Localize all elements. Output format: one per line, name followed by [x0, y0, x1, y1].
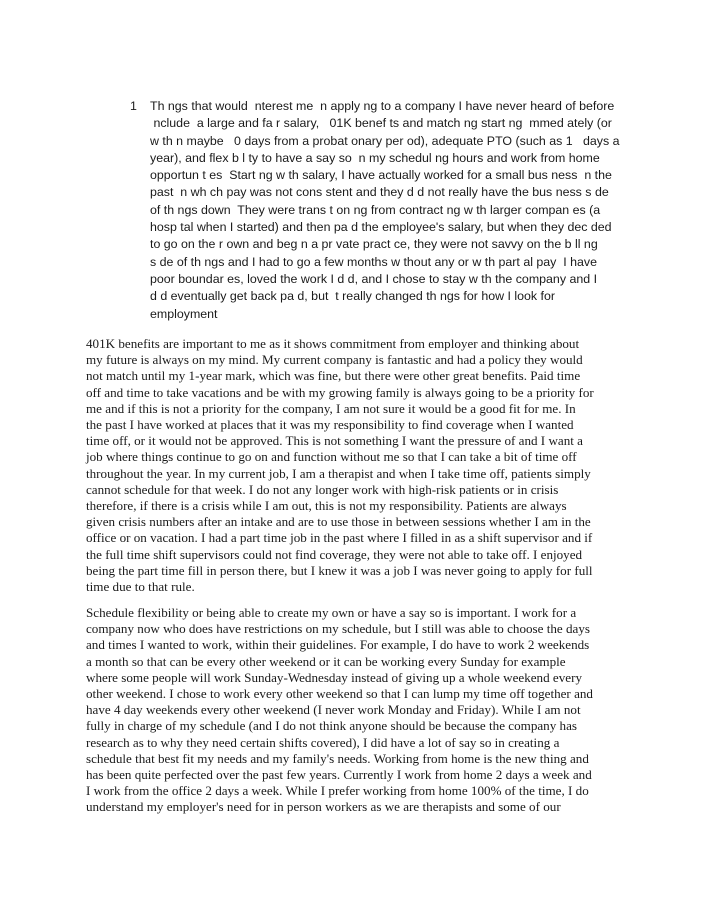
- list-number: 1: [130, 99, 137, 113]
- paragraph-text-line: time off, or it would not be approved. This is not something I want the pressure of and I want a: [86, 433, 583, 449]
- paragraph-text-line: me and if this is not a priority for the company, I am not sure it would be a good fit for me. In: [86, 400, 576, 416]
- paragraph-text-line: has been quite perfected over the past few years. Currently I work from home 2 days a week and: [86, 767, 592, 783]
- list-text-line: past n wh ch pay was not cons stent and they d d not really have the bus ness s de: [150, 185, 609, 200]
- paragraph-text-line: 401K benefits are important to me as it shows commitment from employer and thinking about: [86, 336, 580, 351]
- paragraph-text-line: Schedule flexibility or being able to create my own or have a say so is important. I work for a: [86, 605, 577, 620]
- paragraph-text-line: job where things continue to go on and function without me so that I can take a bit of time off: [86, 449, 577, 465]
- paragraph-text-line: company now who does have restrictions on my schedule, but I still was able to choose the days: [86, 621, 591, 637]
- list-text-line: to go on the r own and beg n a pr vate pract ce, they were not savvy on the b ll ng: [150, 237, 598, 252]
- paragraph-text-line: other weekend. I chose to work every other weekend so that I can lump my time off together and: [86, 686, 593, 702]
- list-text-line: poor boundar es, loved the work I d d, and I chose to stay w th the company and I: [150, 271, 598, 286]
- list-text-line: w th n maybe 0 days from a probat onary per od), adequate PTO (such as 1 days a: [150, 133, 620, 148]
- paragraph-text-line: therefore, if there is a crisis while I am out, this is not my responsibility. Patients are always: [86, 498, 567, 514]
- paragraph-text-line: being the part time fill in person there, but I knew it was a job I was never going to apply for full: [86, 562, 593, 578]
- paragraph-text-line: not match until my 1-year mark, which was fine, but there were other great benefits. Paid time: [86, 368, 581, 384]
- paragraph-text-line: time due to that rule.: [86, 579, 195, 595]
- paragraph-text-line: I work from the office 2 days a week. While I prefer working from home 100% of the time, I do: [86, 783, 589, 799]
- list-text-line: year), and flex b l ty to have a say so n my schedul ng hours and work from home: [150, 150, 600, 165]
- list-item-text: [120, 98, 640, 323]
- list-text-line: employment: [150, 306, 218, 321]
- list-text-line: opportun t es Start ng w th salary, I have actually worked for a small bus ness n the: [150, 168, 612, 183]
- paragraph-text-line: understand my employer's need for in person workers as we are therapists and some of our: [86, 799, 561, 815]
- list-text-line: hosp tal when I started) and then pa d the employee's salary, but when they dec ded: [150, 220, 612, 235]
- paragraph-text-line: research as to why they need certain shifts covered), I did have a lot of say so in creating a: [86, 734, 560, 750]
- list-text-line: d d eventually get back pa d, but t really changed th ngs for how I look for: [150, 289, 556, 304]
- paragraph-text-line: schedule that best fit my needs and my family's needs. Working from home is the new thing and: [86, 750, 589, 766]
- list-text-line: Th ngs that would nterest me n apply ng to a company I have never heard of before: [150, 99, 615, 113]
- paragraph-text-line: the past I have worked at places that it was my responsibility to find coverage when I wanted: [86, 417, 574, 433]
- paragraph-text-line: the full time shift supervisors could not find coverage, they were not able to take off. I enjoyed: [86, 546, 583, 562]
- list-text-line: s de of th ngs and I had to go a few months w thout any or w th part al pay I have: [150, 254, 598, 269]
- paragraph-schedule: [86, 605, 642, 816]
- paragraph-benefits: [86, 336, 642, 595]
- numbered-list-item: [120, 98, 640, 323]
- paragraph-text-line: have 4 day weekends every other weekend (I never work Monday and Friday). While I am not: [86, 702, 581, 718]
- paragraph-text-line: given crisis numbers after an intake and are to use those in between sessions whether I am in the: [86, 514, 591, 530]
- paragraph-text-line: cannot schedule for that week. I do not any longer work with high-risk patients or in crisis: [86, 481, 559, 497]
- paragraph-text-line: where some people will work Sunday-Wednesday instead of giving up a whole weekend every: [86, 669, 583, 685]
- paragraph-text-line: office or on vacation. I had a part time job in the past where I filled in as a shift supervisor and if: [86, 530, 593, 546]
- paragraph-text-line: off and time to take vacations and be with my growing family is always going to be a priority for: [86, 384, 594, 400]
- paragraph-text-line: and times I wanted to work, within their guidelines. For example, I do have to work 2 weekends: [86, 637, 590, 653]
- paragraph-text-line: my future is always on my mind. My current company is fantastic and had a policy they would: [86, 352, 583, 368]
- paragraph-text-line: fully in charge of my schedule (and I do not think anyone should be because the company has: [86, 718, 578, 734]
- list-text-line: nclude a large and fa r salary, 01K benef ts and match ng start ng mmed ately (or: [150, 116, 612, 131]
- paragraph-text-line: throughout the year. In my current job, I am a therapist and when I take time off, patients simply: [86, 465, 591, 481]
- paragraph-text-line: a month so that can be every other weekend or it can be working every Sunday for example: [86, 653, 566, 669]
- list-text-line: of th ngs down They were trans t on ng from contract ng w th larger compan es (a: [150, 202, 601, 217]
